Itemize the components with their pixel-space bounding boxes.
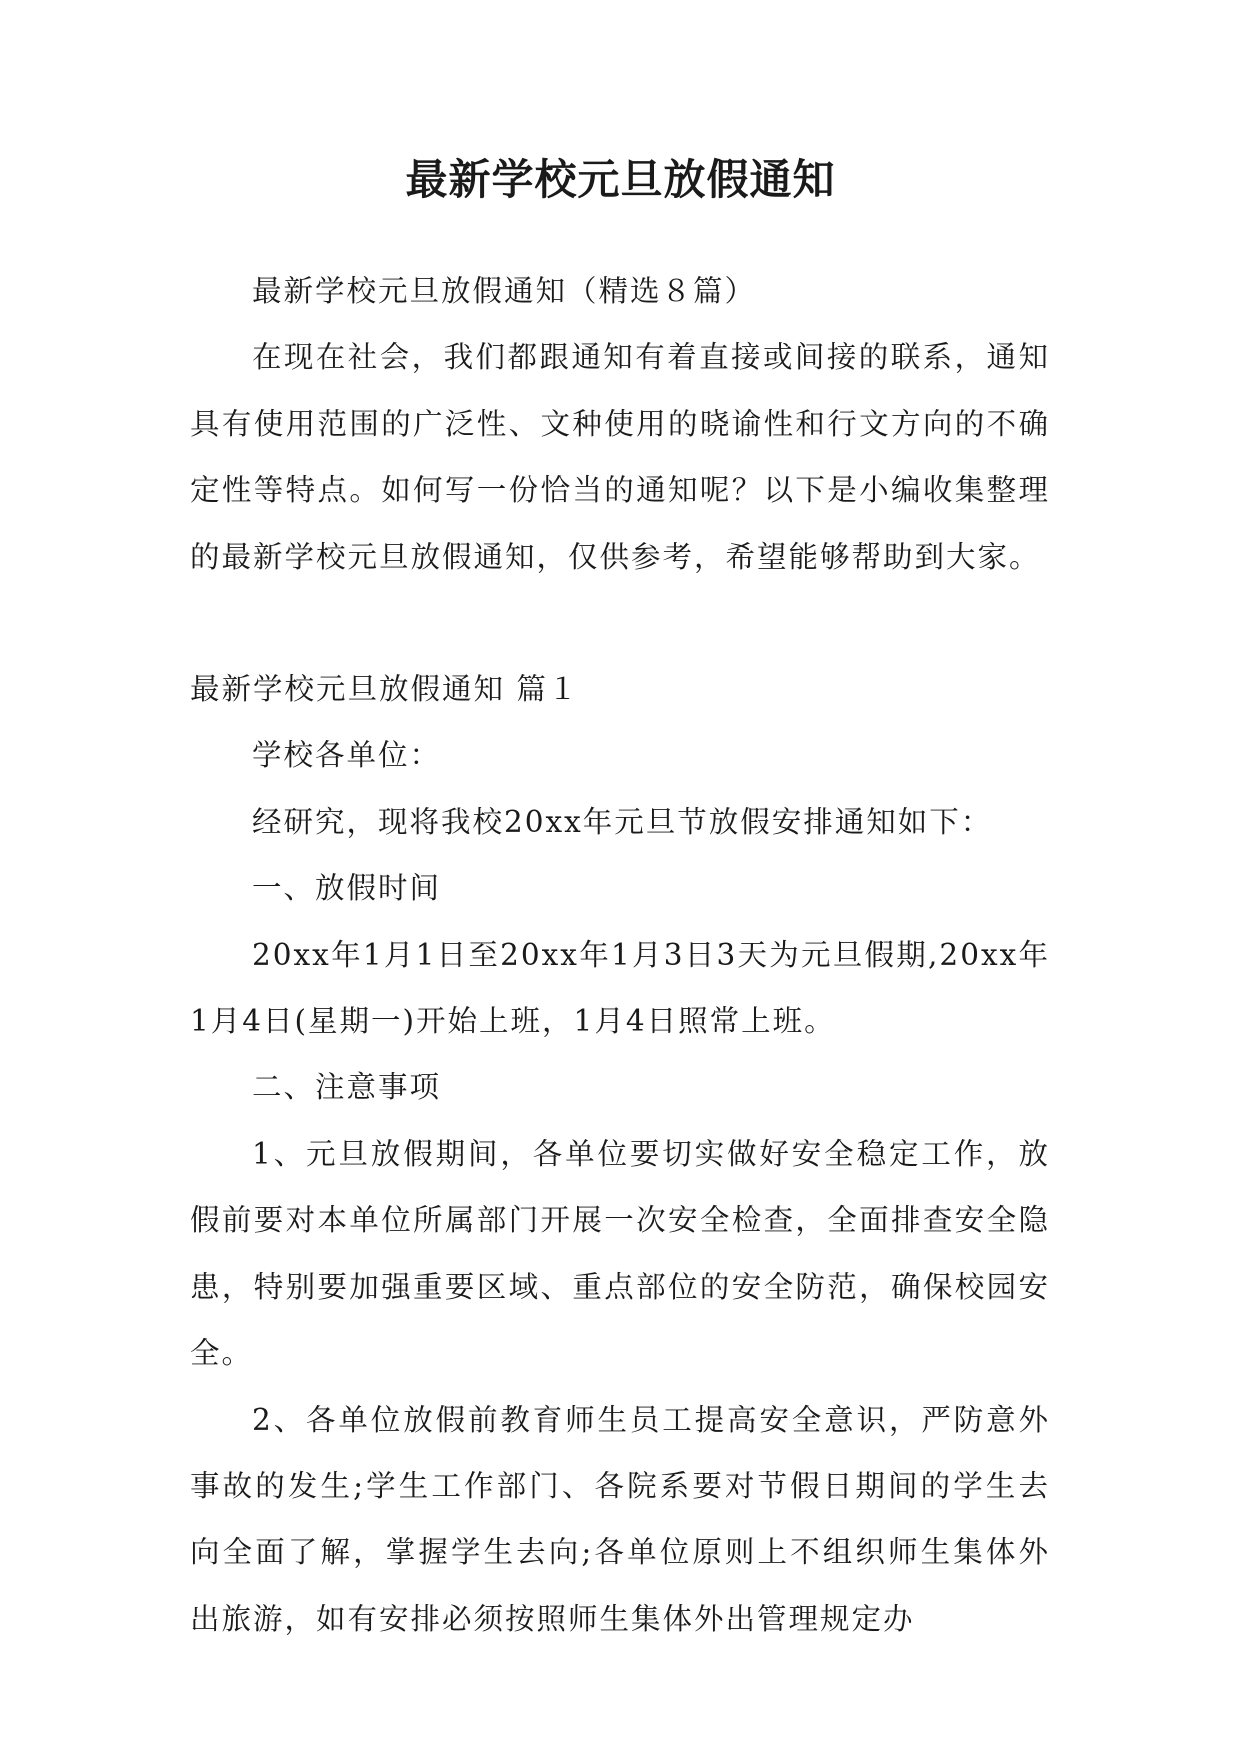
subtitle-paragraph: 最新学校元旦放假通知（精选８篇） [252, 274, 757, 308]
intro-paragraph: 在现在社会，我们都跟通知有着直接或间接的联系，通知具有使用范围的广泛性、文种使用的晓谕性和行文方向的不确定性等特点。如何写一份恰当的通知呢？以下是小编收集整理的最新学校元旦放假通知，仅供参考，希望能够帮助到大家。 [190, 340, 1050, 574]
document-title: 最新学校元旦放假通知 [405, 155, 836, 204]
notes-heading: 二、注意事项 [252, 1070, 442, 1105]
salutation-paragraph: 学校各单位： [252, 738, 442, 773]
holiday-time-paragraph: 20xx年1月1日至20xx年1月3日3天为元旦假期,20xx年1月4日(星期一)开始上班，1月4日照常上班。 [190, 937, 1050, 1039]
note-paragraph-1: 1、元旦放假期间，各单位要切实做好安全稳定工作，放假前要对本单位所属部门开展一次安全检查，全面排查安全隐患，特别要加强重要区域、重点部位的安全防范，确保校园安全。 [190, 1136, 1050, 1371]
announcement-paragraph: 经研究，现将我校20xx年元旦节放假安排通知如下： [252, 804, 993, 839]
holiday-time-heading: 一、放假时间 [252, 871, 442, 906]
paragraph-gap [190, 590, 1050, 656]
document-body [190, 258, 1050, 1652]
note-paragraph-2: 2、各单位放假前教育师生员工提高安全意识，严防意外事故的发生;学生工作部门、各院系要对节假日期间的学生去向全面了解，掌握学生去向;各单位原则上不组织师生集体外出旅游，如有安排必须按照师生集体外出管理规定办 [190, 1402, 1050, 1636]
section-heading: 最新学校元旦放假通知 篇１ [190, 672, 580, 707]
